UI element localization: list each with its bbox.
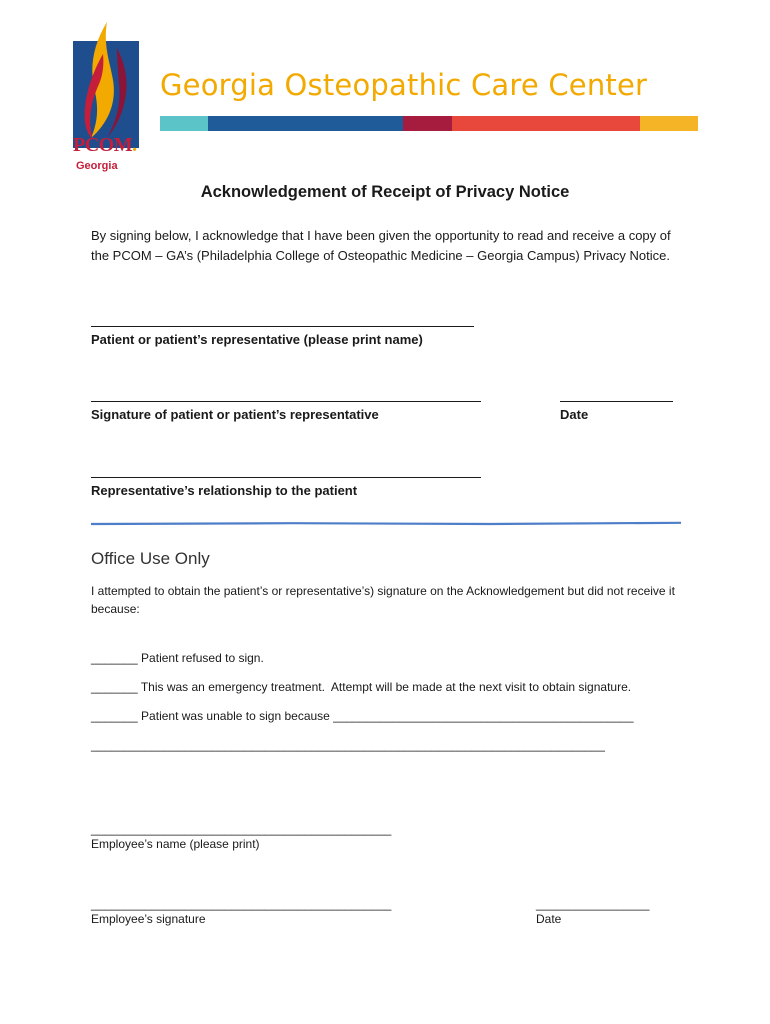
date-label: Date (560, 407, 589, 422)
section-divider (91, 521, 681, 526)
office-use-title: Office Use Only (91, 549, 210, 568)
intro-paragraph: By signing below, I acknowledge that I have been given the opportunity to read and receive a copy of the PCOM – GA’s (Philadelphia College of Osteopathic Medicine – Georgia Campus) Privacy Notice. (91, 228, 671, 263)
pcom-flame-logo-icon (73, 20, 139, 148)
reason-continuation-line[interactable]: _____________________________________________________________________________ (91, 738, 605, 752)
employee-signature-line[interactable]: _____________________________________________ (91, 897, 392, 911)
patient-name-label: Patient or patient’s representative (please print name) (91, 332, 423, 347)
employee-name-label: Employee’s name (please print) (91, 837, 260, 851)
patient-name-line[interactable] (91, 326, 474, 327)
relationship-label: Representative’s relationship to the patient (91, 483, 358, 498)
office-intro: I attempted to obtain the patient’s or representative’s) signature on the Acknowledgement but did not receive it because: (91, 584, 675, 616)
reason-unable[interactable]: _______ Patient was unable to sign because _____________________________________________ (91, 709, 634, 723)
document-title: Acknowledgement of Receipt of Privacy Notice (200, 183, 570, 201)
stripe-segment-maroon (403, 116, 452, 131)
signature-line[interactable] (91, 401, 481, 402)
stripe-segment-teal (160, 116, 208, 131)
employee-date-line[interactable]: _________________ (536, 897, 650, 911)
stripe-segment-red (452, 116, 640, 131)
employee-name-line[interactable]: _____________________________________________ (91, 822, 392, 836)
reason-emergency[interactable]: _______ This was an emergency treatment. Attempt will be made at the next visit to obtain signature. (91, 680, 632, 694)
relationship-line[interactable] (91, 477, 481, 478)
signature-label: Signature of patient or patient’s representative (91, 407, 379, 422)
center-name: Georgia Osteopathic Care Center (160, 68, 648, 102)
date-line[interactable] (560, 401, 673, 402)
logo-org-text: PCOM (73, 134, 133, 156)
logo-wordmark: PCOM. (73, 134, 137, 156)
stripe-segment-gold (640, 116, 698, 131)
reason-refused[interactable]: _______ Patient refused to sign. (91, 651, 264, 665)
employee-date-label: Date (536, 912, 562, 926)
employee-signature-label: Employee’s signature (91, 912, 206, 926)
logo-subtitle: Georgia (76, 160, 118, 172)
stripe-segment-blue (208, 116, 403, 131)
